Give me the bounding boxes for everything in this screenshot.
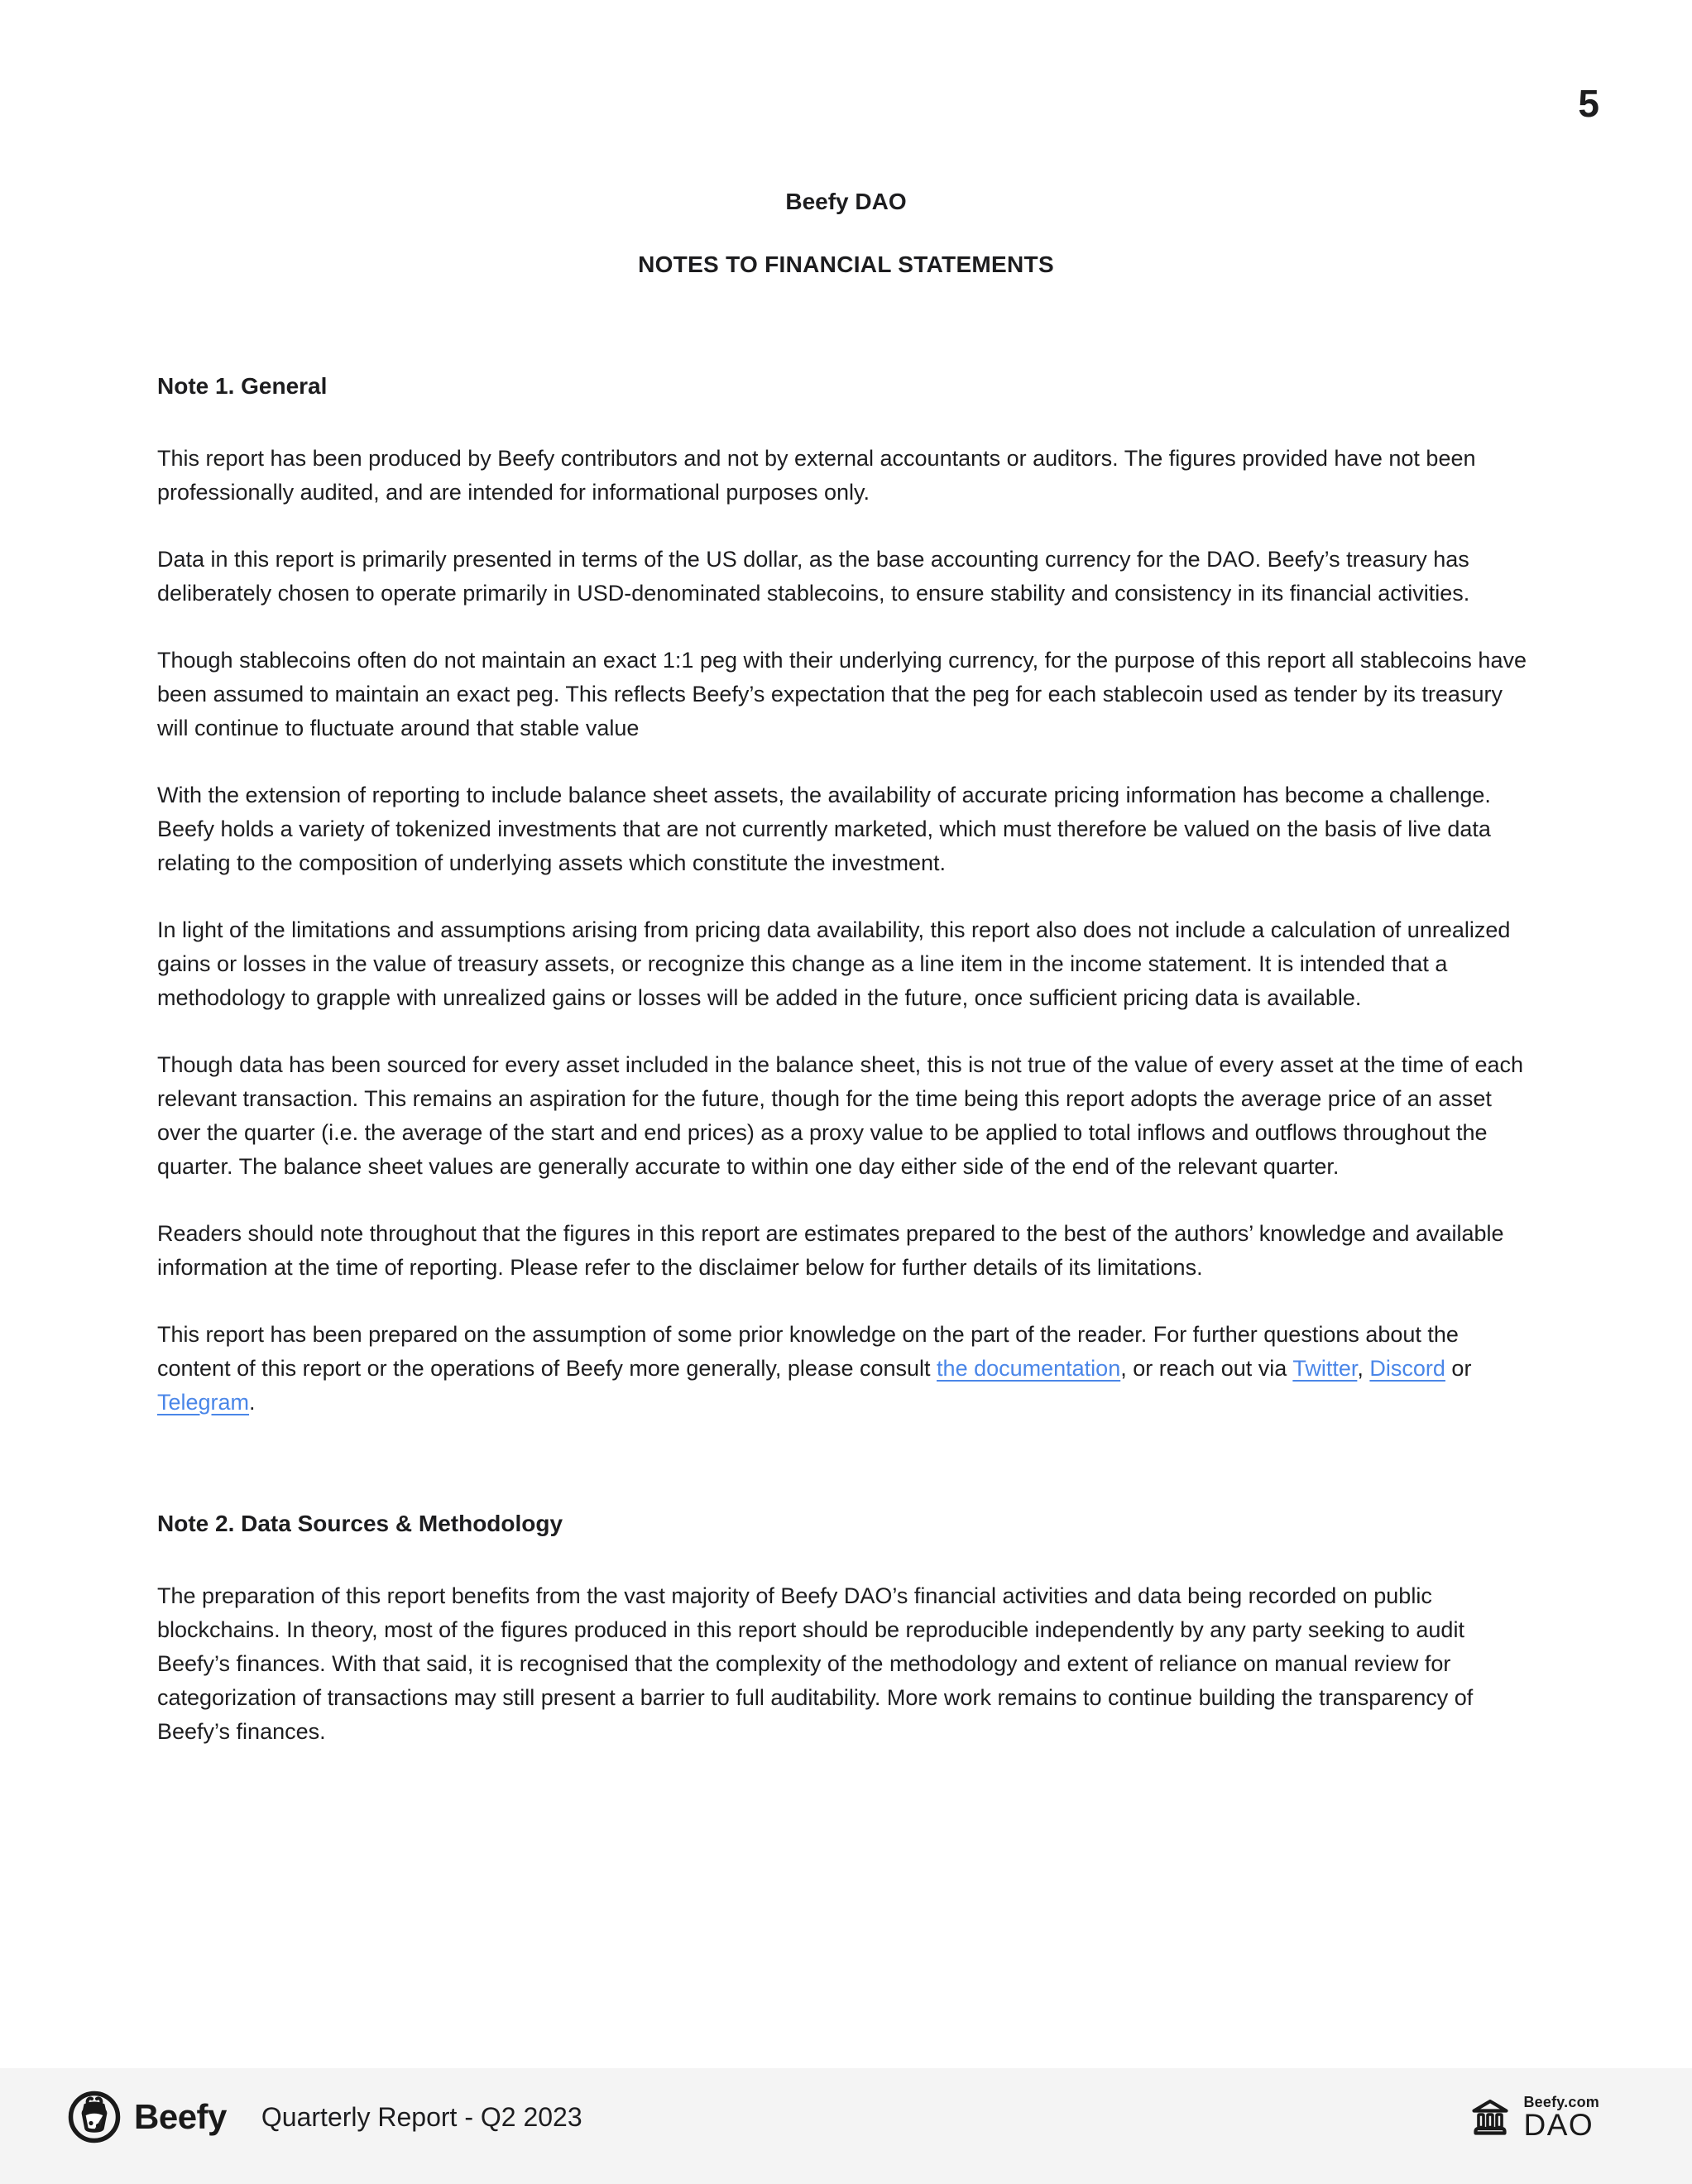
paragraph-with-links [157, 1318, 1535, 1420]
section-note-2 [157, 1508, 1535, 1749]
paragraph-text: This report has been prepared on the assumption of some prior knowledge on the part of the reader. For further questions about the content of this report or the operations of Beefy more generally, please consult [157, 1322, 1459, 1381]
beefy-brand-text: Beefy [134, 2097, 227, 2136]
dao-brand-text [1523, 2094, 1599, 2140]
page-number: 5 [1578, 82, 1599, 125]
discord-link[interactable]: Discord [1369, 1356, 1445, 1381]
paragraph: Though data has been sourced for every asset included in the balance sheet, this is not true of the value of every asset at the time of each relevant transaction. This remains an aspiration for the future, though for the time being this report adopts the average price of an asset over the quarter (i.e. the average of the start and end prices) as a proxy value to be applied to total inflows and outflows throughout the quarter. The balance sheet values are generally accurate to within one day either side of the end of the relevant quarter. [157, 1052, 1524, 1179]
document-title: Beefy DAO [785, 189, 907, 214]
section-heading-note-1: Note 1. General [157, 373, 328, 399]
paragraph: The preparation of this report benefits from the vast majority of Beefy DAO’s financial activities and data being recorded on public blockchains. In theory, most of the figures produced in this report should be reproducible independently by any party seeking to audit Beefy’s finances. With that said, it is recognised that the complexity of the methodology and extent of reliance on manual review for categorization of transactions may still present a barrier to full auditability. More work remains to continue building the transparency of Beefy’s finances. [157, 1583, 1474, 1744]
dao-bank-icon [1467, 2094, 1513, 2140]
dao-brand-domain: Beefy.com [1523, 2094, 1599, 2110]
footer-brand-group [66, 2089, 582, 2145]
dao-brand-name: DAO [1523, 2108, 1594, 2142]
paragraph: In light of the limitations and assumptions arising from pricing data availability, this report also does not include a calculation of unrealized gains or losses in the value of treasury assets, or recognize this change as a line item in the income statement. It is intended that a methodology to grapple with unrealized gains or losses will be added in the future, once sufficient pricing data is available. [157, 917, 1511, 1010]
paragraph-text: . [249, 1390, 256, 1415]
section-note-1 [157, 371, 1535, 1420]
documentation-link[interactable]: the documentation [937, 1356, 1121, 1381]
paragraph: Though stablecoins often do not maintain an exact 1:1 peg with their underlying currency, for the purpose of this report all stablecoins have been assumed to maintain an exact peg. This reflects Beefy’s expectation that the peg for each stablecoin used as tender by its treasury will continue to fluctuate around that stable value [157, 648, 1527, 740]
paragraph-text: , [1357, 1356, 1370, 1381]
document-subtitle: NOTES TO FINANCIAL STATEMENTS [638, 251, 1054, 277]
footer-dao-group [1467, 2094, 1599, 2140]
paragraph: With the extension of reporting to include balance sheet assets, the availability of accurate pricing information has become a challenge. Beefy holds a variety of tokenized investments that are not currently marketed, which must therefore be valued on the basis of live data relating to the composition of underlying assets which constitute the investment. [157, 783, 1491, 875]
telegram-link[interactable]: Telegram [157, 1390, 250, 1415]
footer-bar [0, 2068, 1692, 2184]
twitter-link[interactable]: Twitter [1292, 1356, 1358, 1381]
document-body [0, 371, 1692, 1749]
footer-report-label: Quarterly Report - Q2 2023 [261, 2101, 582, 2132]
paragraph-text: , or reach out via [1120, 1356, 1293, 1381]
document-header [0, 0, 1692, 280]
paragraph: Data in this report is primarily presented in terms of the US dollar, as the base accounting currency for the DAO. Beefy’s treasury has deliberately chosen to operate primarily in USD-denominated stablecoins, to ensure stability and consistency in its financial activities. [157, 547, 1470, 606]
beefy-cow-logo-icon [66, 2089, 122, 2145]
paragraph-text: or [1445, 1356, 1472, 1381]
paragraph: Readers should note throughout that the figures in this report are estimates prepared to the best of the authors’ knowledge and available information at the time of reporting. Please refer to the disclaimer below for further details of its limitations. [157, 1221, 1504, 1280]
section-heading-note-2: Note 2. Data Sources & Methodology [157, 1511, 563, 1536]
paragraph: This report has been produced by Beefy contributors and not by external accountants or auditors. The figures provided have not been professionally audited, and are intended for informational purposes only. [157, 446, 1476, 505]
